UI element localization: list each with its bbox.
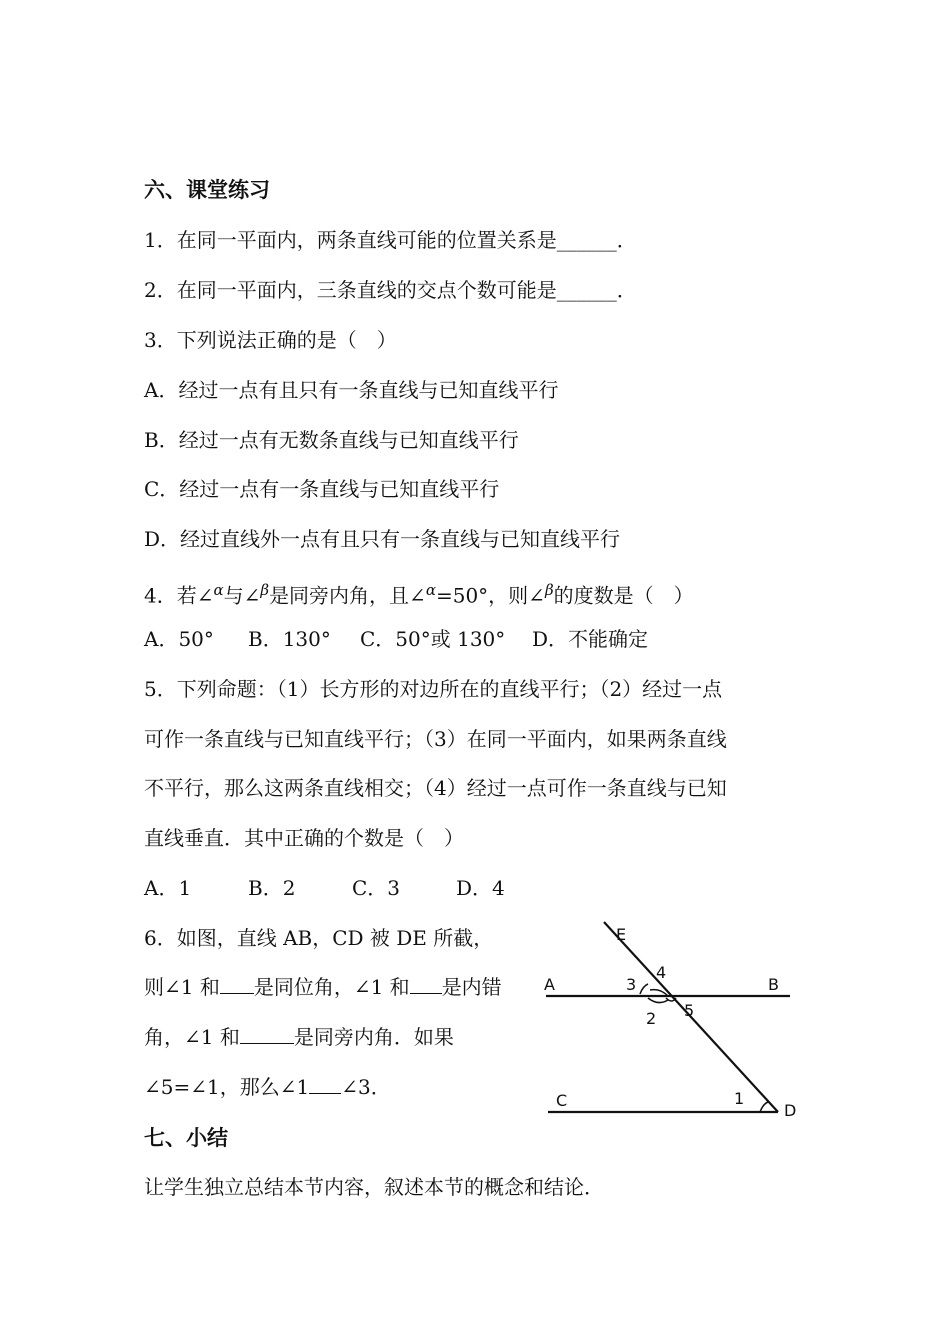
angle-arc-3: [640, 984, 648, 994]
geometry-figure: [540, 918, 810, 1124]
angle-arc-1: [760, 1102, 768, 1112]
label-b: B: [768, 975, 779, 994]
option-b: B．130°: [248, 627, 331, 651]
beta-symbol: β: [260, 581, 270, 599]
option-c: C．50°或 130°: [360, 627, 506, 651]
question-5-line-3: 不平行，那么这两条直线相交；（4）经过一点可作一条直线与已知: [144, 776, 727, 800]
alpha-symbol: α: [213, 581, 224, 599]
label-1: 1: [734, 1089, 745, 1108]
question-6-line-4: ∠5=∠1，那么∠1 ∠3．: [144, 1075, 391, 1099]
section-6-title: 六、课堂练习: [144, 178, 270, 202]
angle-arc-2: [648, 998, 668, 1003]
option-d: D．不能确定: [532, 627, 649, 651]
question-3-option-a: A．经过一点有且只有一条直线与已知直线平行: [144, 378, 559, 402]
question-3-stem: 3．下列说法正确的是（ ）: [144, 328, 397, 352]
question-5-line-2: 可作一条直线与已知直线平行；（3）在同一平面内，如果两条直线: [144, 727, 727, 751]
question-4-options: [144, 625, 648, 653]
summary-text: 让学生独立总结本节内容，叙述本节的概念和结论．: [144, 1175, 604, 1199]
label-c: C: [556, 1091, 568, 1110]
label-a: A: [544, 975, 555, 994]
beta-symbol: β: [544, 581, 554, 599]
answer-blank: [220, 973, 254, 994]
label-2: 2: [646, 1009, 657, 1028]
question-4-stem: 4．若∠$^\alpha$与∠$^\beta$是同旁内角，且∠$^\alpha$=50°，则∠$^\beta$的度数是（ ）: [144, 581, 694, 608]
question-2: 2．在同一平面内，三条直线的交点个数可能是______．: [144, 278, 637, 302]
question-6-line-2: 则∠1 和 是同位角，∠1 和 是内错: [144, 975, 502, 999]
question-3-option-b: B．经过一点有无数条直线与已知直线平行: [144, 428, 519, 452]
question-5-line-1: 5．下列命题：（1）长方形的对边所在的直线平行；（2）经过一点: [144, 677, 723, 701]
answer-blank: [410, 973, 442, 994]
question-3-option-c: C．经过一点有一条直线与已知直线平行: [144, 477, 500, 501]
label-d: D: [784, 1101, 797, 1120]
label-3: 3: [626, 975, 637, 994]
question-6-line-3: 角，∠1 和 是同旁内角．如果: [144, 1025, 454, 1049]
question-5-line-4: 直线垂直．其中正确的个数是（ ）: [144, 826, 464, 850]
option-a: A．1: [144, 876, 192, 900]
question-3-option-d: D．经过直线外一点有且只有一条直线与已知直线平行: [144, 527, 621, 551]
section-7-title: 七、小结: [144, 1126, 228, 1150]
label-5: 5: [684, 1001, 695, 1020]
option-d: D．4: [456, 876, 505, 900]
answer-blank: [240, 1023, 294, 1044]
question-6-line-1: 6．如图，直线 AB，CD 被 DE 所截，: [144, 926, 494, 950]
option-a: A．50°: [144, 627, 214, 651]
answer-blank: [309, 1073, 341, 1094]
question-5-options: [144, 874, 505, 902]
option-c: C．3: [352, 876, 401, 900]
option-b: B．2: [248, 876, 296, 900]
alpha-symbol: α: [425, 581, 436, 599]
question-1: 1．在同一平面内，两条直线可能的位置关系是______．: [144, 228, 637, 252]
label-e: E: [616, 925, 627, 944]
label-4: 4: [656, 963, 667, 982]
